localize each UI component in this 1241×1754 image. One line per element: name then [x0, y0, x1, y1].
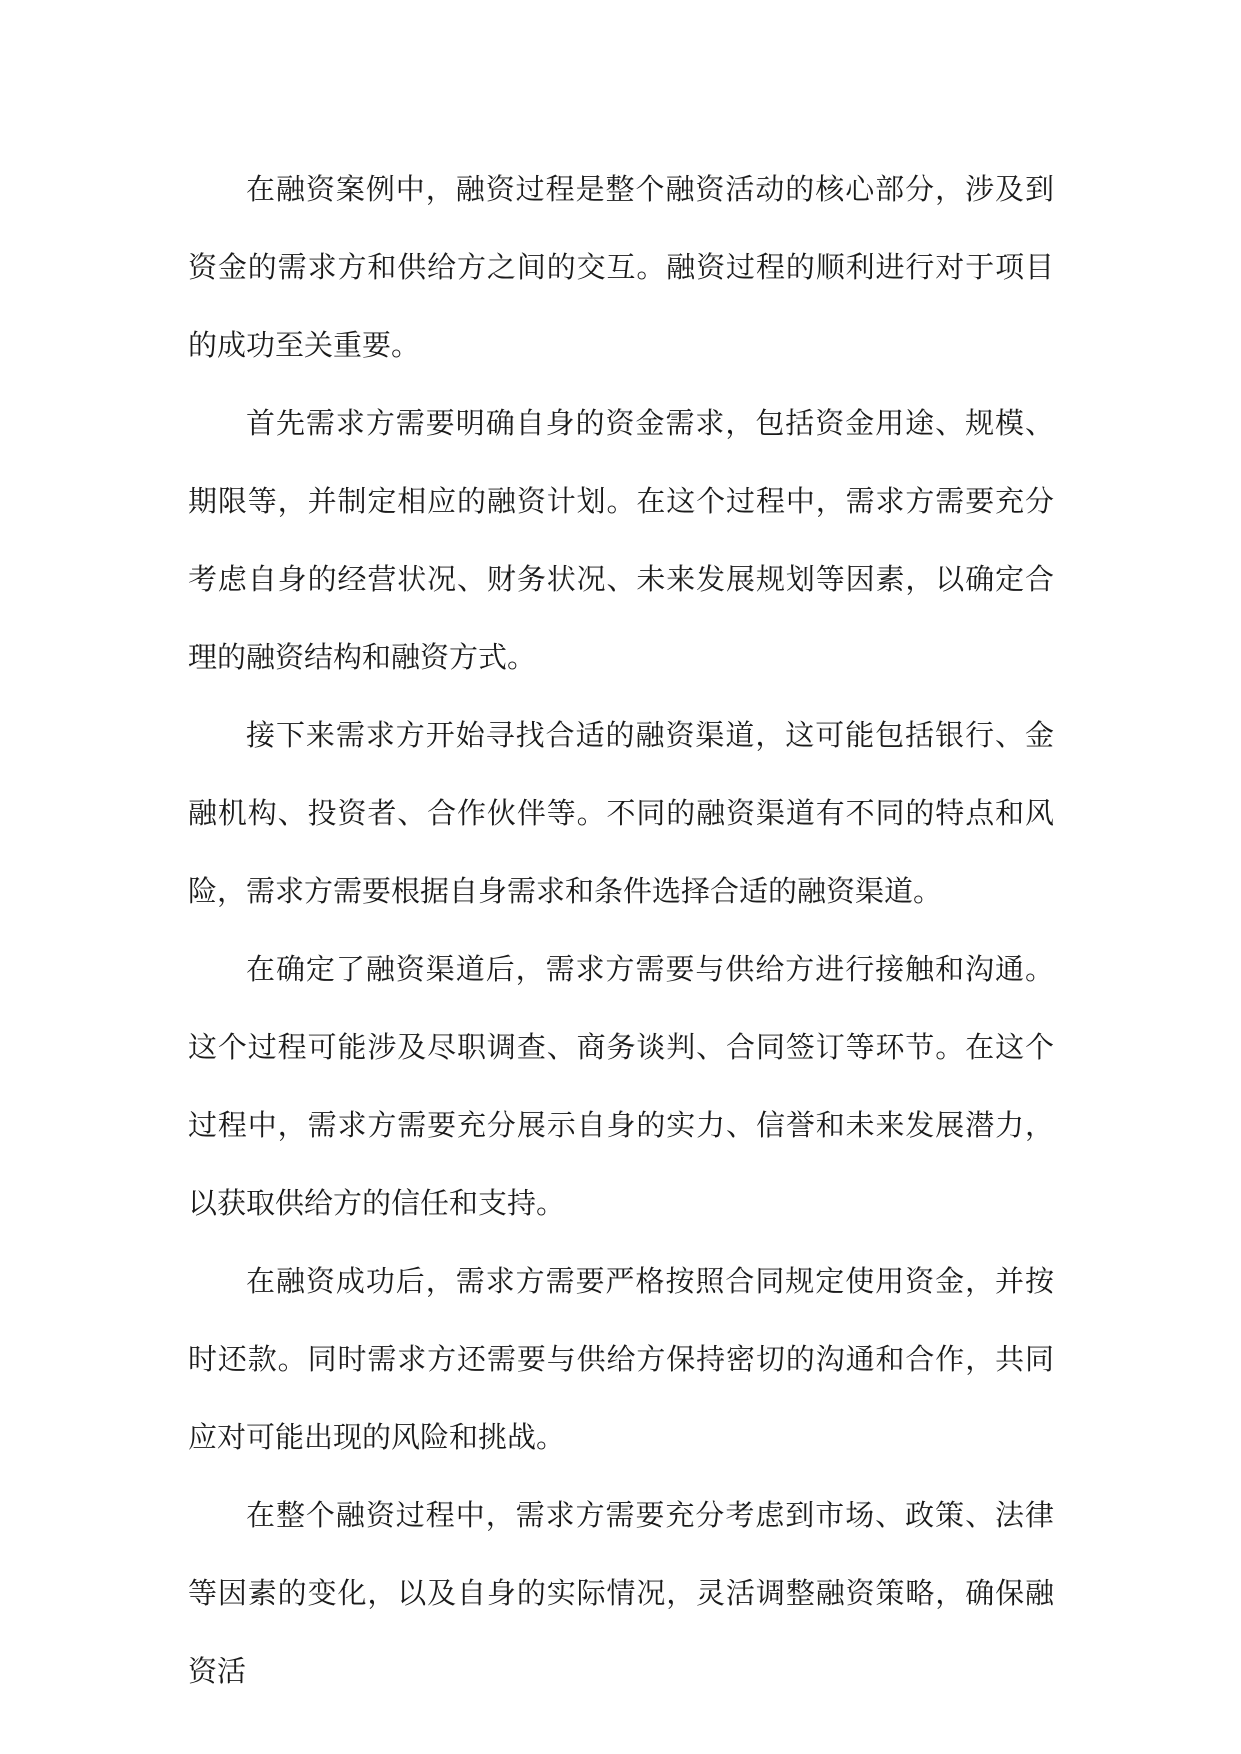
paragraph-5: 在融资成功后，需求方需要严格按照合同规定使用资金，并按时还款。同时需求方还需要与供给方保持密切的沟通和合作，共同应对可能出现的风险和挑战。	[188, 1264, 1054, 1454]
paragraph-1: 在融资案例中，融资过程是整个融资活动的核心部分，涉及到资金的需求方和供给方之间的交互。融资过程的顺利进行对于项目的成功至关重要。	[188, 172, 1054, 362]
document-body	[188, 150, 1054, 1710]
paragraph-3: 接下来需求方开始寻找合适的融资渠道，这可能包括银行、金融机构、投资者、合作伙伴等。不同的融资渠道有不同的特点和风险，需求方需要根据自身需求和条件选择合适的融资渠道。	[188, 718, 1054, 908]
paragraph-6: 在整个融资过程中，需求方需要充分考虑到市场、政策、法律等因素的变化，以及自身的实际情况，灵活调整融资策略，确保融资活	[188, 1498, 1054, 1688]
paragraph-4: 在确定了融资渠道后，需求方需要与供给方进行接触和沟通。这个过程可能涉及尽职调查、商务谈判、合同签订等环节。在这个过程中，需求方需要充分展示自身的实力、信誉和未来发展潜力，以获取供给方的信任和支持。	[188, 952, 1054, 1220]
paragraph-2: 首先需求方需要明确自身的资金需求，包括资金用途、规模、期限等，并制定相应的融资计划。在这个过程中，需求方需要充分考虑自身的经营状况、财务状况、未来发展规划等因素，以确定合理的融资结构和融资方式。	[188, 406, 1054, 674]
